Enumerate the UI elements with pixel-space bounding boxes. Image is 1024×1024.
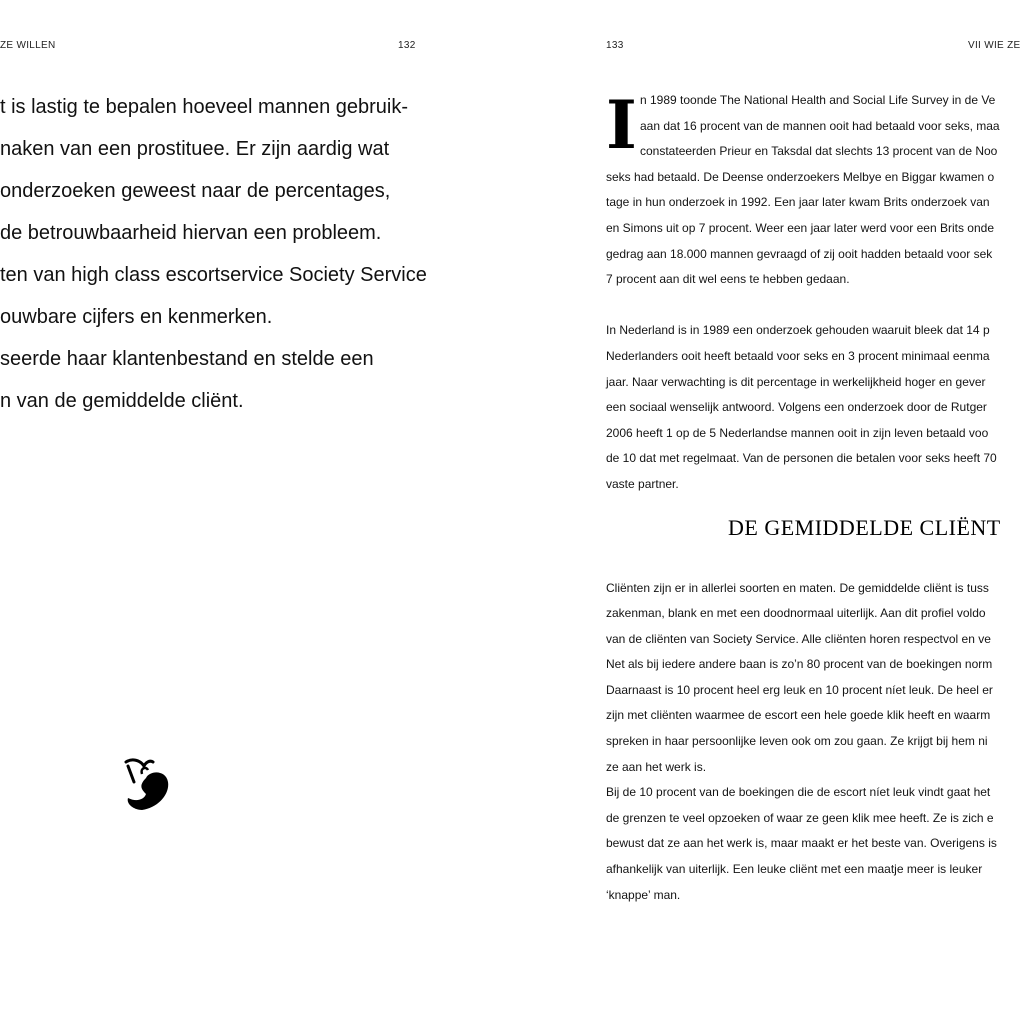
text-line: jaar. Naar verwachting is dit percentage in werkelijkheid hoger en gever [606, 374, 986, 389]
section-heading: DE GEMIDDELDE CLIËNT [728, 514, 1001, 540]
text-line: 7 procent aan dit wel eens te hebben gedaan. [606, 272, 850, 287]
text-line: 2006 heeft 1 op de 5 Nederlandse mannen ooit in zijn leven betaald voo [606, 425, 989, 440]
text-line: spreken in haar persoonlijke leven ook om zou gaan. Ze krijgt bij hem ni [606, 734, 988, 749]
text-line: en Simons uit op 7 procent. Weer een jaar later werd voor een Brits onde [606, 220, 994, 235]
right-page [512, 0, 1024, 1024]
text-line: Cliënten zijn er in allerlei soorten en maten. De gemiddelde cliënt is tuss [606, 580, 989, 595]
text-line: ze aan het werk is. [606, 759, 707, 774]
apple-heart-logo-icon [120, 756, 172, 814]
text-line: seks had betaald. De Deense onderzoekers Melbye en Biggar kwamen o [606, 169, 995, 184]
text-line: afhankelijk van uiterlijk. Een leuke cliënt met een maatje meer is leuker [606, 862, 983, 877]
text-line: van de cliënten van Society Service. Alle cliënten horen respectvol en ve [606, 631, 991, 646]
text-line: Daarnaast is 10 procent heel erg leuk en 10 procent níet leuk. De heel er [606, 682, 993, 697]
text-line: de 10 dat met regelmaat. Van de personen die betalen voor seks heeft 70 [606, 451, 997, 466]
text-line: constateerden Prieur en Taksdal dat slechts 13 procent van de Noo [640, 144, 998, 159]
text-line: ten van high class escortservice Society Service [0, 264, 427, 286]
text-line: t is lastig te bepalen hoeveel mannen gebruik- [0, 96, 409, 118]
text-line: Net als bij iedere andere baan is zo’n 80 procent van de boekingen norm [606, 657, 993, 672]
paragraph [606, 576, 1024, 909]
text-line: gedrag aan 18.000 mannen gevraagd of zij ooit hadden betaald voor sek [606, 246, 993, 261]
text-line: ‘knappe’ man. [606, 887, 681, 902]
text-line: de betrouwbaarheid hiervan een probleem. [0, 222, 382, 244]
text-line: onderzoeken geweest naar de percentages, [0, 180, 391, 202]
text-line: In Nederland is in 1989 een onderzoek gehouden waaruit bleek dat 14 p [606, 323, 990, 338]
text-line: naken van een prostituee. Er zijn aardig wat [0, 138, 390, 160]
running-head-section: VII WIE ZE [968, 40, 1021, 51]
text-line: n van de gemiddelde cliënt. [0, 390, 244, 412]
paragraph-spacer [606, 293, 1024, 319]
text-line: zijn met cliënten waarmee de escort een hele goede klik heeft en waarm [606, 708, 991, 723]
text-line: ouwbare cijfers en kenmerken. [0, 306, 273, 328]
text-line: seerde haar klantenbestand en stelde een [0, 348, 374, 370]
text-line: aan dat 16 procent van de mannen ooit had betaald voor seks, maa [640, 118, 1000, 133]
paragraph [606, 318, 1024, 497]
running-head-section: ZE WILLEN [0, 40, 56, 51]
text-line: zakenman, blank en met een doodnormaal uiterlijk. Aan dit profiel voldo [606, 606, 986, 621]
page-number: 133 [606, 40, 624, 51]
text-line: Nederlanders ooit heeft betaald voor seks en 3 procent minimaal eenma [606, 348, 990, 363]
text-line: tage in hun onderzoek in 1992. Een jaar later kwam Brits onderzoek van [606, 195, 990, 210]
text-line: vaste partner. [606, 476, 679, 491]
paragraph [606, 88, 1024, 293]
text-line: Bij de 10 procent van de boekingen die de escort níet leuk vindt gaat het [606, 785, 991, 800]
text-line: bewust dat ze aan het werk is, maar maakt er het beste van. Overigens is [606, 836, 997, 851]
page-number: 132 [398, 40, 416, 51]
right-text-column [606, 88, 1024, 908]
text-line: de grenzen te veel opzoeken of waar ze geen klik mee heeft. Ze is zich e [606, 810, 994, 825]
drop-cap: I [606, 86, 637, 164]
text-line: n 1989 toonde The National Health and Social Life Survey in de Ve [640, 93, 996, 107]
text-line: een sociaal wenselijk antwoord. Volgens een onderzoek door de Rutger [606, 400, 987, 415]
left-text-block [0, 86, 512, 422]
